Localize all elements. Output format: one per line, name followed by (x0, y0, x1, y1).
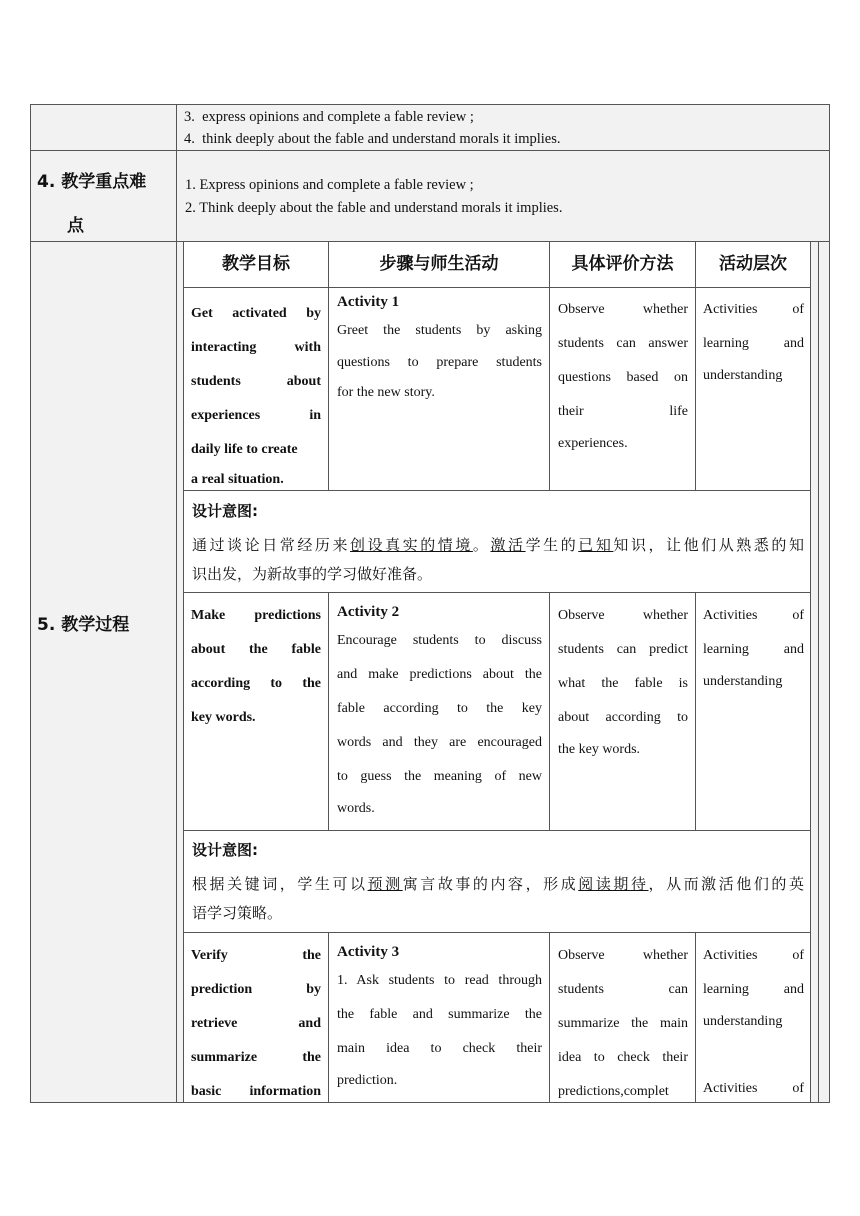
process-label: 5. 教学过程 (37, 615, 130, 635)
a2-steps: Activity 2 Encourage students to discuss and make predictions about the fable according to the key words and they are encouraged to guess the meaning of new words. (337, 604, 542, 816)
header-eval: 具体评价方法 (571, 254, 674, 274)
objective-item-4: 4. think deeply about the fable and understand morals it implies. (184, 131, 561, 147)
a1-level: Activities of learning and understanding (703, 302, 804, 383)
a3-eval: Observe whether students can summarize the main idea to check their predictions,complet (558, 948, 688, 1099)
a1-steps: Activity 1 Greet the students by asking questions to prepare students for the new story. (337, 294, 542, 400)
header-goal: 教学目标 (222, 254, 290, 274)
keypoint-item-2: 2. Think deeply about the fable and understand morals it implies. (185, 200, 563, 216)
a2-goal: Make predictions about the fable according to the key words. (191, 608, 321, 725)
keypoint-item-1: 1. Express opinions and complete a fable review ; (185, 177, 474, 193)
intent2-body: 根据关键词，学生可以预测寓言故事的内容，形成阅读期待，从而激活他们的英 语学习策略。 (192, 875, 804, 922)
header-level: 活动层次 (719, 254, 787, 274)
intent1-body: 通过谈论日常经历来创设真实的情境。激活学生的已知知识，让他们从熟悉的知 识出发，为新故事的学习做好准备。 (192, 536, 804, 583)
a3-goal: Verify the prediction by retrieve and summarize the basic information (191, 948, 321, 1099)
process-label-cell (30, 241, 177, 1103)
intent1-title: 设计意图: (192, 502, 258, 520)
objectives-label-cell (30, 104, 177, 151)
keypoints-label: 4. 教学重点难 点 (37, 172, 147, 236)
inner-table-right-margin (818, 241, 819, 1103)
objective-item-3: 3. express opinions and complete a fable review ; (184, 109, 474, 125)
a2-eval: Observe whether students can predict what the fable is about according to the key words. (558, 608, 688, 757)
header-steps: 步骤与师生活动 (379, 254, 499, 274)
a2-level: Activities of learning and understanding (703, 608, 804, 689)
a3-level: Activities of learning and understanding Activities of (703, 948, 804, 1096)
a1-eval: Observe whether students can answer questions based on their life experiences. (558, 302, 688, 451)
intent2-title: 设计意图: (192, 841, 258, 859)
a1-goal: Get activated by interacting with students about experiences in daily life to create a real situation. (191, 306, 321, 487)
a3-steps: Activity 3 1. Ask students to read through the fable and summarize the main idea to check their prediction. (337, 944, 542, 1088)
